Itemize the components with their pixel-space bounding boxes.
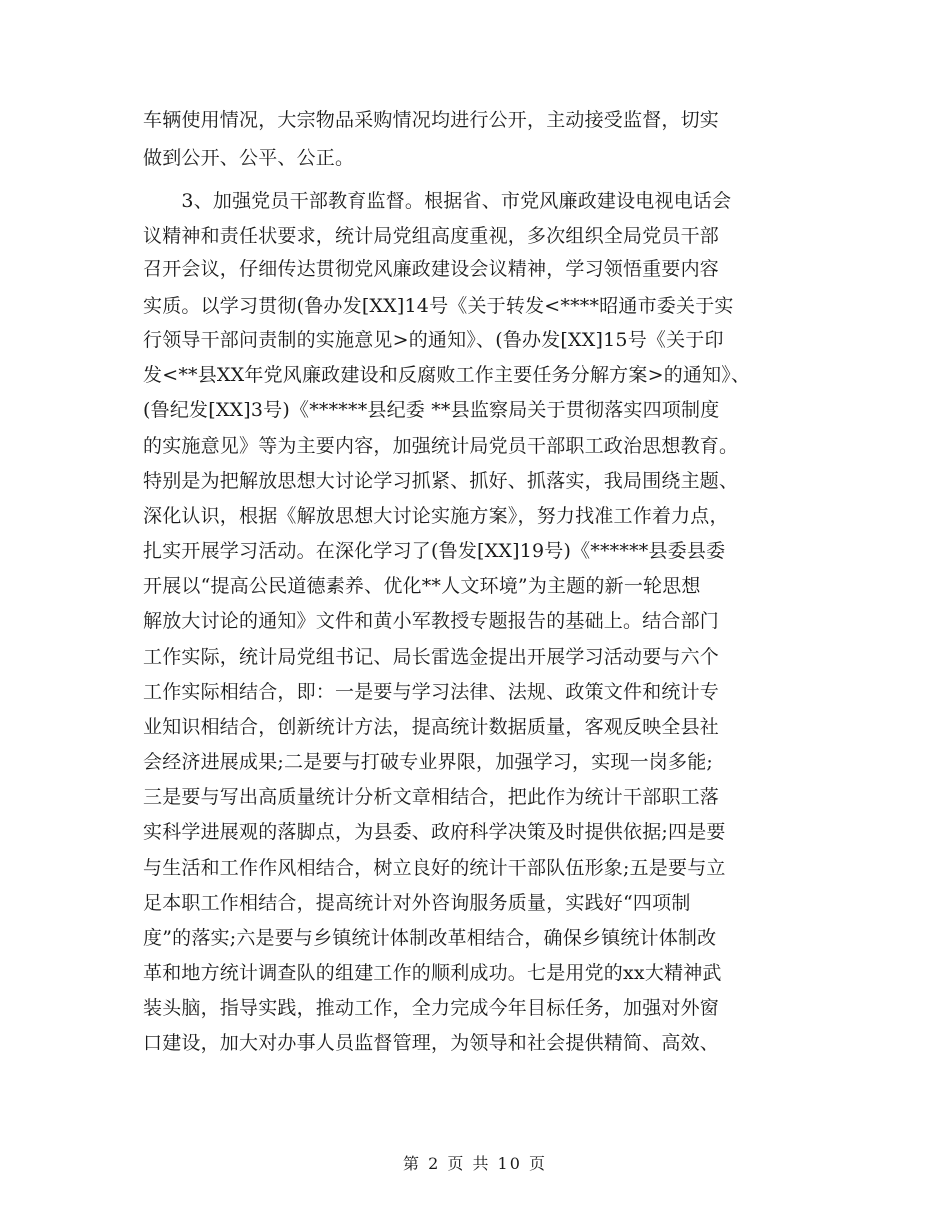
text-line: 议精神和责任状要求，统计局党组高度重视，多次组织全局党员干部 [143,225,720,247]
text-line: 做到公开、公平、公正。 [143,147,355,169]
text-line: 深化认识，根据《解放思想大讨论实施方案》，努力找准工作着力点， [143,505,729,527]
page-number: 第 2 页 共 10 页 [403,1154,547,1173]
text-line: 召开会议，仔细传达贯彻党风廉政建设会议精神，学习领悟重要内容 [143,258,720,280]
text-line: 工作实际，统计局党组书记、局长雷选金提出开展学习活动要与六个 [143,646,720,668]
text-line: 三是要与写出高质量统计分析文章相结合，把此作为统计干部职工落 [143,786,720,808]
text-line: 装头脑，指导实践，推动工作，全力完成今年目标任务，加强对外窗 [143,997,720,1019]
text-line: 度”的落实;六是要与乡镇统计体制改革相结合，确保乡镇统计体制改 [143,927,717,949]
text-line: 的实施意见》等为主要内容，加强统计局党员干部职工政治思想教育。 [143,435,739,457]
text-line: 革和地方统计调查队的组建工作的顺利成功。七是用党的xx大精神武 [143,962,722,984]
text-line: 与生活和工作作风相结合，树立良好的统计干部队伍形象;五是要与立 [143,857,726,879]
text-line: 发<**县XX年党风廉政建设和反腐败工作主要任务分解方案>的通知》、 [143,364,751,386]
text-line: 业知识相结合，创新统计方法，提高统计数据质量，客观反映全县社 [143,716,720,738]
text-line: 实科学进展观的落脚点，为县委、政府科学决策及时提供依据;四是要 [143,821,726,843]
text-line: 工作实际相结合，即：一是要与学习法律、法规、政策文件和统计专 [143,681,720,703]
text-line: 解放大讨论的通知》文件和黄小军教授专题报告的基础上。结合部门 [143,610,720,632]
text-line: 特别是为把解放思想大讨论学习抓紧、抓好、抓落实，我局围绕主题、 [143,470,739,492]
text-line: (鲁纪发[XX]3号)《******县纪委 **县监察局关于贯彻落实四项制度 [143,399,720,421]
text-line: 开展以“提高公民道德素养、优化**人文环境”为主题的新一轮思想 [143,575,701,597]
text-line: 车辆使用情况，大宗物品采购情况均进行公开，主动接受监督，切实 [143,109,720,131]
text-line: 实质。以学习贯彻(鲁办发[XX]14号《关于转发<****昭通市委关于实 [143,295,734,317]
text-line: 扎实开展学习活动。在深化学习了(鲁发[XX]19号)《******县委县委 [143,540,726,562]
text-line: 会经济进展成果;二是要与打破专业界限，加强学习，实现一岗多能; [143,751,714,773]
text-line: 口建设，加大对办事人员监督管理，为领导和社会提供精简、高效、 [143,1032,720,1054]
text-line: 行领导干部问责制的实施意见>的通知》、(鲁办发[XX]15号《关于印 [143,329,724,351]
text-line: 足本职工作相结合，提高统计对外咨询服务质量，实践好“四项制 [143,892,691,914]
text-line: 3、加强党员干部教育监督。根据省、市党风廉政建设电视电话会 [143,190,732,212]
